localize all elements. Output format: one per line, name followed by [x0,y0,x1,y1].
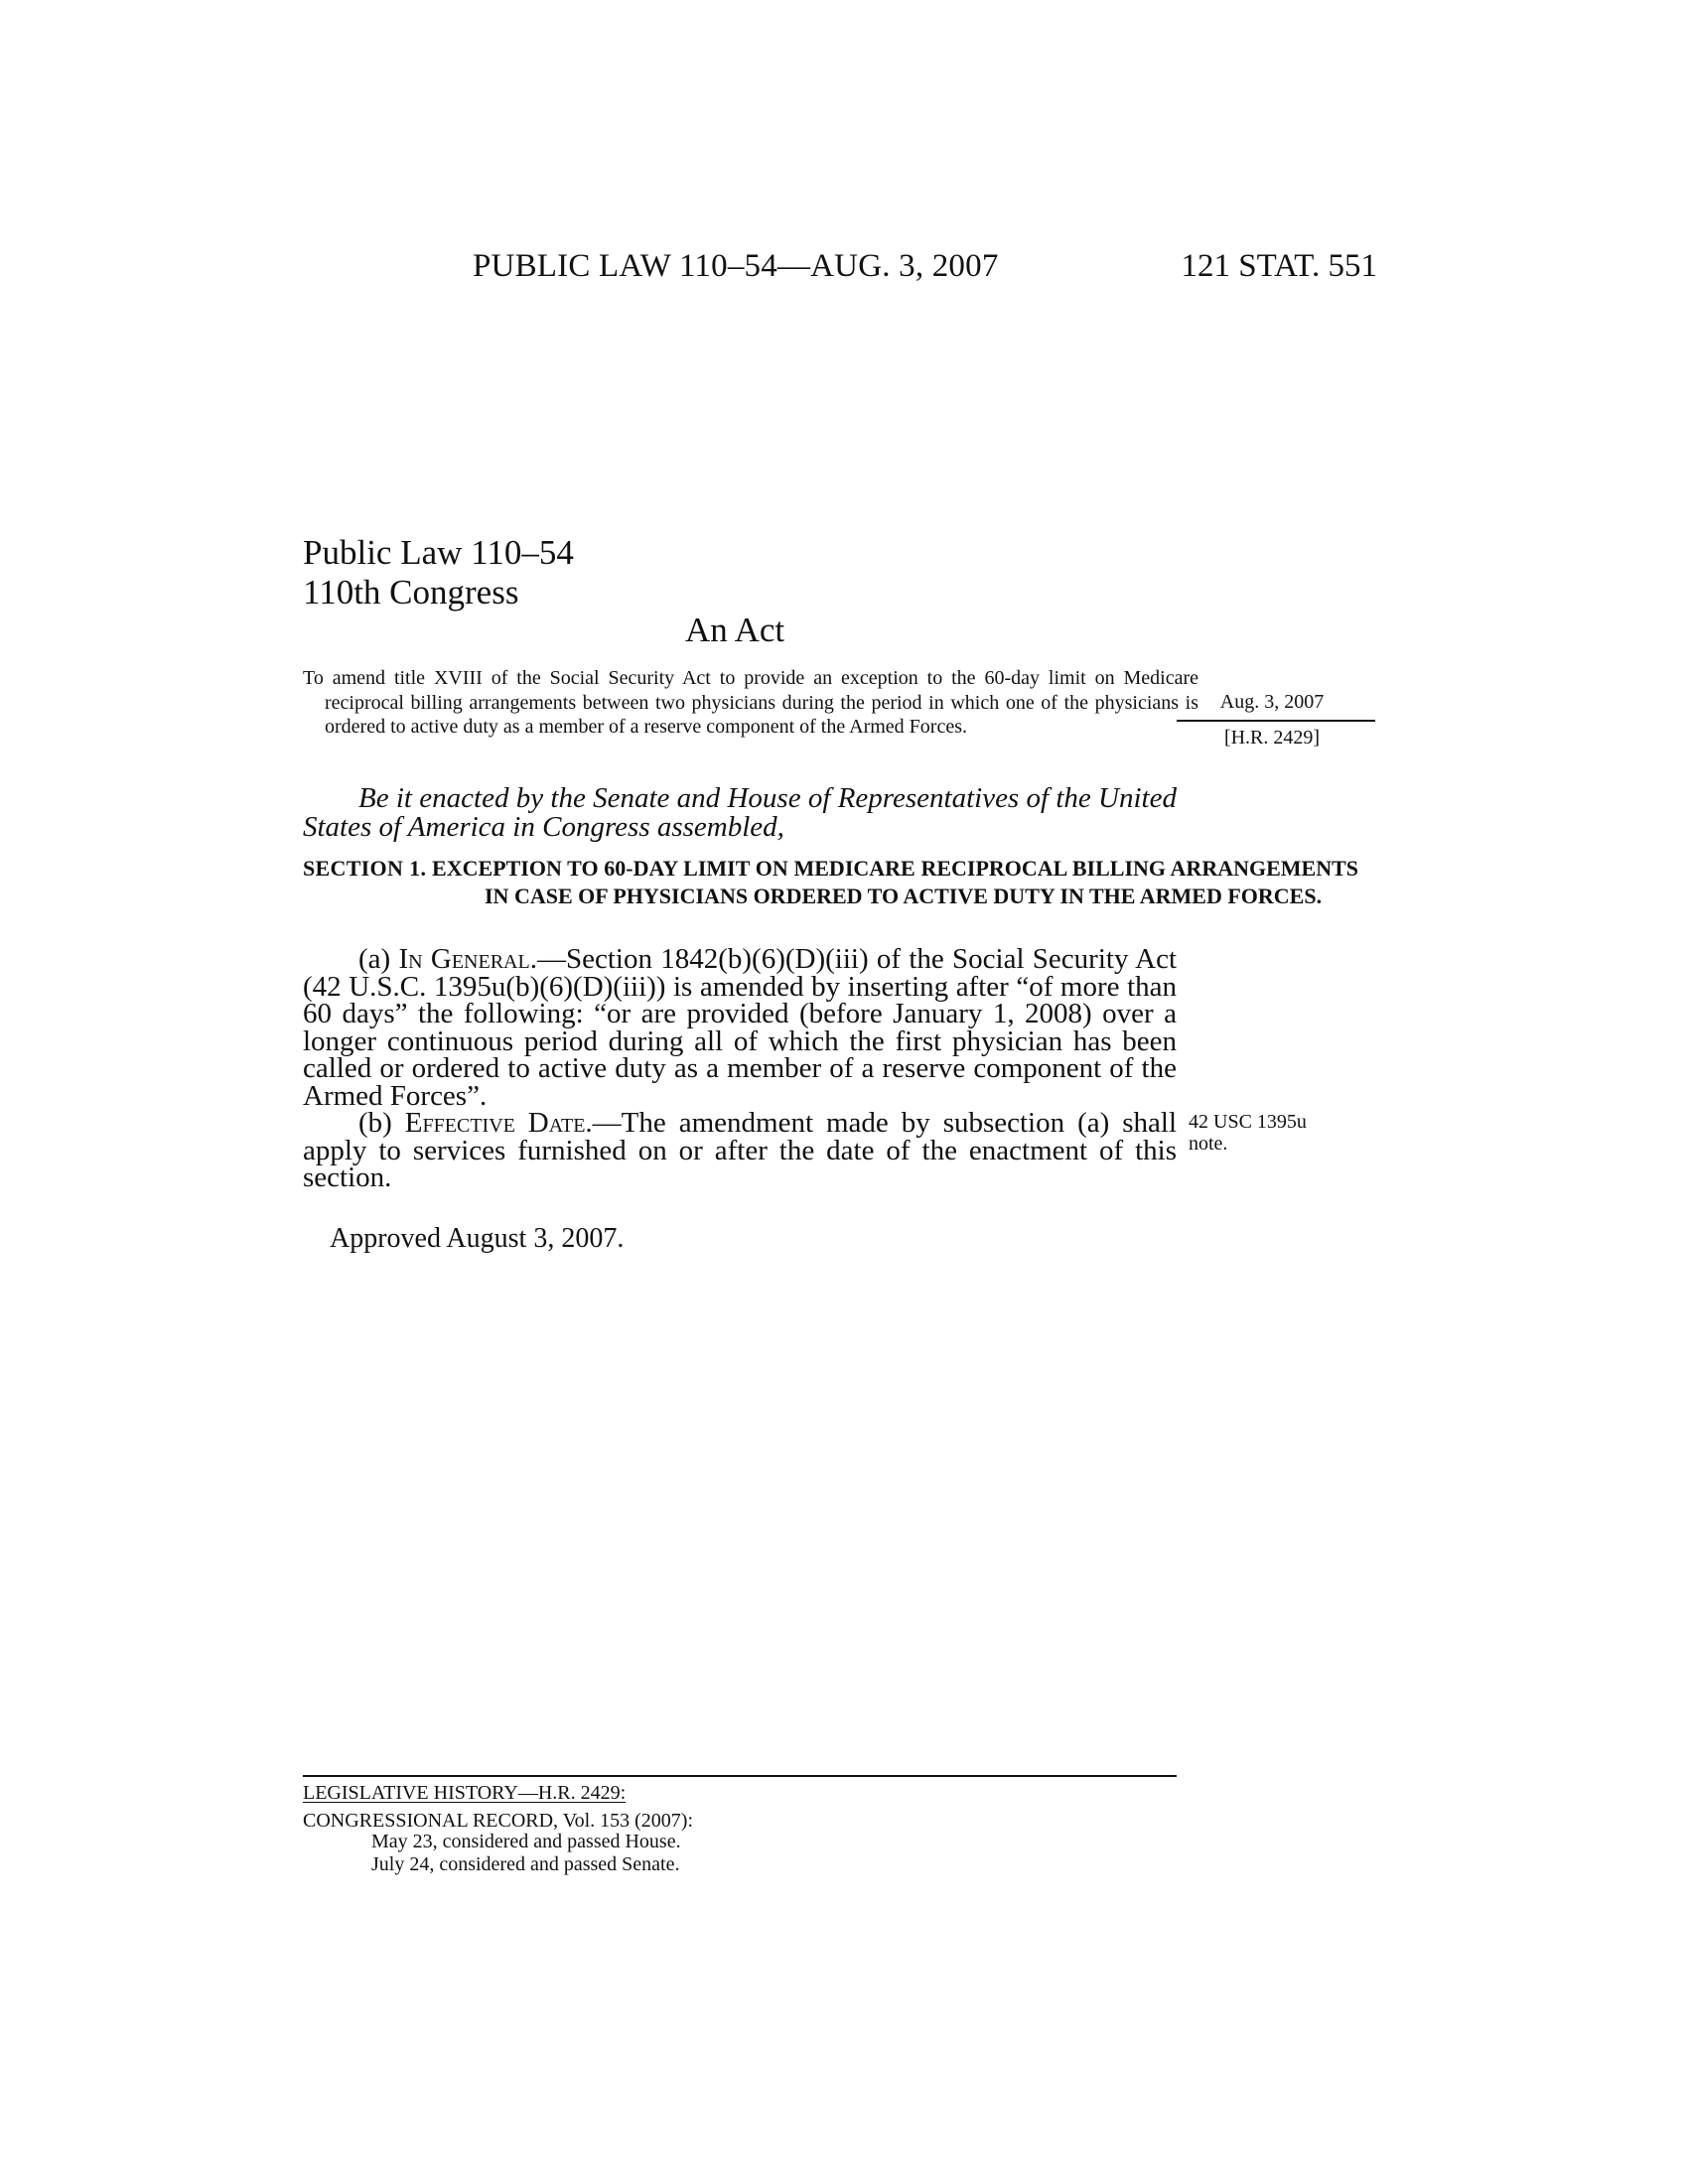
subsection-a-text: Section 1842(b)(6)(D)(iii) of the Social Security Act (42 U.S.C. 1395u(b)(6)(D)(iii)) is amended by inserting after “of more than 60 days” the following: “or are provided (before January 1, 2008) over a longer continuous period during all of which the first physician has been called or ordered to active duty as a member of a reserve component of the Armed Forces”. [303,943,1178,1112]
section-heading [303,855,1358,910]
margin-rule [1177,720,1375,722]
running-head: PUBLIC LAW 110–54—AUG. 3, 2007 [473,248,999,284]
purpose-statement: To amend title XVIII of the Social Security Act to provide an exception to the 60-day limit on Medicare reciprocal billing arrangements between two physicians during the period in which one of the physicians is ordered to active duty as a member of a reserve component of the Armed Forces. [303,667,1198,738]
history-action: May 23, considered and passed House. [371,1831,681,1852]
subsection-a: (a) In General.—Section 1842(b)(6)(D)(iii) of the Social Security Act (42 U.S.C. 1395u(b)(6)(D)(iii)) is amended by inserting after “of more than 60 days” the following: “or are provided (before January 1, 2008) over a longer continuous period during all of which the first physician has been called or ordered to active duty as a member of a reserve component of the Armed Forces”. [303,943,1178,1112]
subsection-a-label: (a) [358,943,391,975]
margin-bill-number: [H.R. 2429] [1223,727,1321,749]
subsection-b: (b) Effective Date.—The amendment made by subsection (a) shall apply to services furnished on or after the date of the enactment of this section. [303,1107,1177,1193]
section-number: SECTION 1. [303,856,427,881]
subsection-a-caption: In General [398,943,530,975]
enacting-clause: Be it enacted by the Senate and House of Representatives of the United States of America in Congress assembled, [303,782,1177,843]
footnote-rule [303,1775,1177,1777]
congress-number: 110th Congress [303,573,519,612]
approval-date: Approved August 3, 2007. [330,1223,625,1254]
subsection-b-caption: Effective Date [404,1107,586,1139]
history-action: July 24, considered and passed Senate. [371,1853,680,1875]
subsection-b-text: The amendment made by subsection (a) shall apply to services furnished on or after the date of the enactment of this section. [303,1107,1177,1193]
law-number: Public Law 110–54 [303,533,574,572]
margin-usc-note: 42 USC 1395u note. [1189,1111,1307,1155]
margin-date: Aug. 3, 2007 [1219,691,1325,713]
section-title: EXCEPTION TO 60-DAY LIMIT ON MEDICARE RECIPROCAL BILLING ARRANGEMENTS IN CASE OF PHYSICIANS ORDERED TO ACTIVE DUTY IN THE ARMED FORCES. [432,856,1358,908]
act-heading: An Act [685,611,785,649]
subsection-b-label: (b) [358,1107,392,1139]
statute-page-number: 121 STAT. 551 [1181,248,1377,284]
legislative-history-heading: LEGISLATIVE HISTORY—H.R. 2429: [303,1782,627,1804]
congressional-record: CONGRESSIONAL RECORD, Vol. 153 (2007): [303,1810,693,1832]
